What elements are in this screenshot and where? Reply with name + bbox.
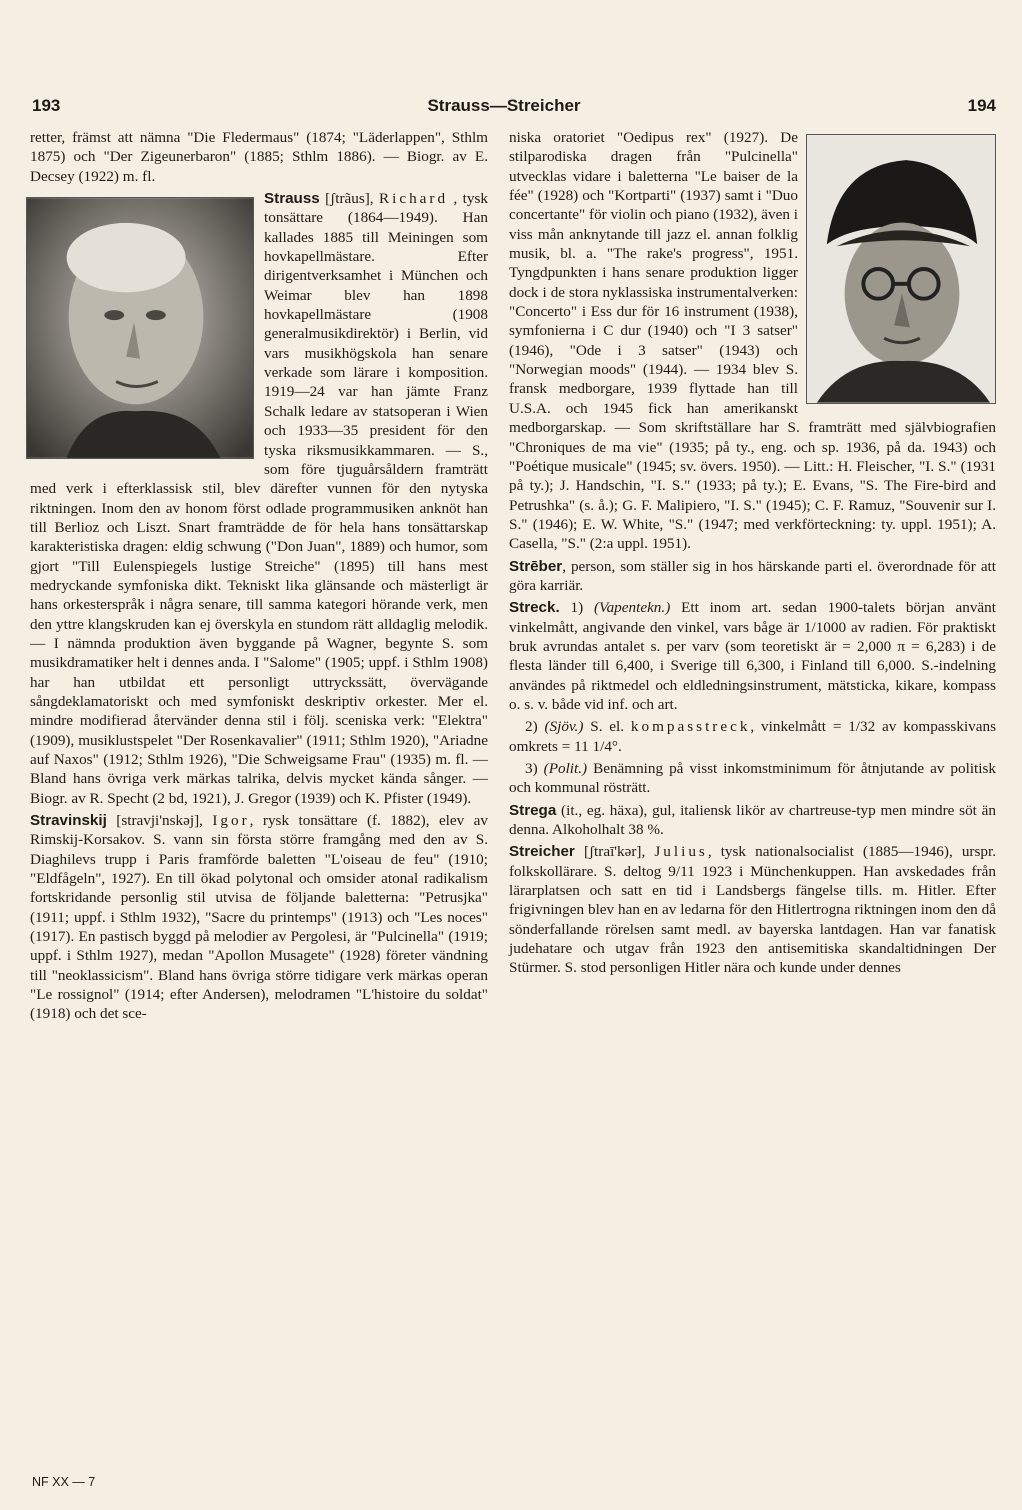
streck-sense-1-number: 1) — [559, 599, 594, 617]
entry-streck-sense-2 — [509, 717, 996, 756]
page-number-right: 194 — [967, 96, 996, 115]
entry-streck-sense-3 — [509, 759, 996, 798]
entry-stravinskij-continued — [509, 128, 996, 554]
portrait-photo-stravinskij-icon — [807, 135, 995, 403]
strega-body: (it., eg. häxa), gul, italiensk likör av chartreuse-typ men mindre söt än denna. Alkoholhalt 38 %. — [509, 801, 996, 839]
headword-streicher: Streicher — [509, 843, 575, 861]
streck-sense-1-body: Ett inom art. sedan 1900-talets början använt vinkelmått, angivande den vinkel, vars båge är 1/1000 av radien. För praktiskt bruk avrundas antalet s. per varv (som teoretiskt är = 2,000 π = 6,283) i de flesta länder till 6,400, i Sverige till 6,300, i Finland till 6,000. S.-indelning användes på riktmedel och eldledningsinstrument, mätsticka, kikare, kompass o. s. v. både vid inf. och art. — [509, 599, 996, 713]
streck-sense-2-label: (Sjöv.) — [544, 718, 584, 736]
entry-streck — [509, 598, 996, 714]
streck-sense-3-body: Benämning på visst inkomstminimum för åtnjutande av politisk och kommunal rösträtt. — [509, 760, 997, 797]
given-name-richard: Richard — [379, 190, 449, 208]
entry-stravinskij — [30, 811, 488, 1024]
streck-sense-2-body: , vinkelmått = 1/32 av kompasskivans omkrets = 11 1/4°. — [509, 718, 996, 755]
portrait-photo-stravinskij — [806, 134, 996, 404]
streck-sense-2-pre: S. el. — [583, 718, 631, 736]
portrait-photo-strauss — [26, 197, 254, 459]
stravinskij-body: , rysk tonsättare (f. 1882), elev av Rimskij-Korsakov. S. vann sin första större framgång med den av S. Diaghilevs trupp i Paris framförde baletten "L'oiseau de feu" (1910; "Eldfågeln", 1927). En till ökad polytonal och omsider atonal radikalism fortskridande personlig stil utvisa de följande baletterna: "Petrusjka" (1911; uppf. i Sthlm 1932), "Sacre du printemps" (1913) och "Les noces" (1917). En pastisch byggd på melodier av Pergolesi, är "Pulcinella" (1919; uppf. i Sthlm 1927), medan "Apollon Musagete" (1928) företer vändning till "neoklassicism". Bland hans övriga större tidigare verk märkas operan "Le rossignol" (1914; efter Andersen), melodramen "L'histoire du soldat" (1918) och det sce- — [30, 812, 488, 1023]
headword-strega: Strega — [509, 801, 557, 819]
left-column — [30, 128, 488, 1024]
headword-strauss: Strauss — [264, 190, 320, 208]
streicher-body: , tysk nationalsocialist (1885—1946), urspr. folkskollärare. S. deltog 9/11 1923 i Münchenkuppen. Han avskedades från lärarplatsen och satt en tid i Landsbergs fängelse tills. m. Hitler. Efter frigivningen blev han en av ledarna för den Hitlertrogna riktningen inom den då sönderfallande rörelsen samt medl. av bayerska lantdagen. Han var fanatisk judehatare och utgav från 1923 den antisemitiska skandaltidningen Der Stürmer. S. stod personligen Hitler nära och kunde under dennes — [509, 843, 996, 977]
page-header — [30, 96, 996, 122]
headword-streber: Strēber — [509, 557, 563, 575]
phonetic-strauss: [ʃtrãus], — [319, 190, 379, 208]
stravinskij-continued-body: niska oratoriet "Oedipus rex" (1927). De stilparodiska dragen från "Pulcinella" utvecklas vidare i baletterna "Le baiser de la fée" (1928) och "Kortparti" (1937) samt i "Duo concertante" för violin och piano (1932), även i viss mån anknytande till jazz el. annan folklig musik, bl. a. "The rake's progress", 1951. Tyngdpunkten i hans senare produktion ligger dock i de stora nyklassiska instrumentalverken: "Concerto" i Ess dur för 16 instrument (1938), symfonierna i C dur (1940) och "I 3 satser" (1946), "Ode i 3 satser" (1943) och "Norwegian moods" (1944). — 1934 blev S. fransk medborgare, 1939 flyttade han till U.S.A. och 1945 fick han amerikanskt medborgarskap. — Som skriftställare har S. framträtt med självbiografien "Chroniques de ma vie" (1935; på ty., eng. och sp. 1936, på da. 1943) och "Poétique musicale" (1945; sv. övers. 1950). — Litt.: H. Fleischer, "I. S." (1931 på ty.); J. Handschin, "I. S." (1933; på ty.); E. Evans, "S. The Fire-bird and Petrushka" (s. å.); G. F. Malipiero, "I. S." (1945); C. F. Ramuz, "Souvenir sur I. S." (1946); E. W. White, "S." (1947; med verkförteckning: ty. uppl. 1951); A. Casella, "S." (2:a uppl. 1951). — [509, 129, 996, 553]
streck-sense-3-label: (Polit.) — [543, 760, 588, 777]
paragraph-strauss-johann-end: retter, främst att nämna "Die Fledermaus" (1874; "Läderlappen", Sthlm 1875) och "Der Zigeunerbaron" (1885; Sthlm 1886). — Biogr. av E. Decsey (1922) m. fl. — [30, 129, 488, 185]
given-name-igor: Igor — [212, 812, 250, 830]
given-name-julius: Julius — [654, 843, 708, 861]
headword-streck: Streck. — [509, 599, 560, 617]
term-kompasstreck: kompasstreck — [630, 718, 751, 736]
streck-sense-1-label: (Vapentekn.) — [593, 599, 671, 617]
headword-stravinskij: Stravinskij — [30, 812, 107, 830]
portrait-photo-strauss-icon — [27, 198, 253, 458]
phonetic-streicher: [ʃtraī'kər], — [574, 843, 655, 861]
entry-strega — [509, 801, 996, 840]
phonetic-stravinskij: [stravji'nskəj], — [106, 812, 213, 830]
streber-body: , person, som ställer sig in hos härskande parti el. överordnade för att göra karriär. — [509, 557, 996, 594]
right-column — [509, 128, 996, 978]
streck-sense-2-number: 2) — [525, 718, 545, 736]
signature-mark: NF XX — 7 — [32, 1475, 96, 1489]
entry-strauss-richard — [30, 189, 488, 808]
page-number-left: 193 — [32, 96, 61, 115]
entry-streicher — [509, 842, 996, 977]
running-title: Strauss—Streicher — [427, 96, 581, 115]
streck-sense-3-number: 3) — [525, 760, 544, 777]
entry-streber — [509, 557, 996, 596]
strauss-body: , tysk tonsättare (1864—1949). Han kallades 1885 till Meiningen som hovkapellmästare. Efter dirigentverksamhet i München och Weimar blev han 1898 hovkapellmästare (1908 generalmusikdirektör) i Berlin, vid vars musikhögskola han senare verkade som lärare i komposition. 1919—24 var han jämte Franz Schalk ledare av statsoperan i Wien och 1933—35 president för den tyska riksmusikkammaren. — S., som före tjuguårsåldern framträtt med verk i efterklassisk stil, blev därefter vunnen för den nytyska riktningen. Inom den av honom först odlade programmusiken anknöt han till Berlioz och Liszt. Snart framträdde de för hela hans tonsättarskap karakteristiska dragen: eldig schwung ("Don Juan", 1889) och humor, som gjort "Till Eulenspiegels lustige Streiche" (1895) till hans mest medryckande symfoniska dikt. Tekniskt lika glänsande och mästerligt är hans orkesterspråk i några senare, till samma kategori hörande verk, men den yttre klangskruden kan ej överskyla en stundom rätt alldaglig melodik. — I nämnda produktion även byggande på Wagner, begynte S. som musikdramatiker helt i dennes anda. I "Salome" (1905; uppf. i Sthlm 1908) har han utbildat ett personligt uttryckssätt, övervägande sångdeklamatoriskt och med symfoniskt deskriptiv orkester. Mer el. mindre modifierad återvänder denna stil i följ. sceniska verk: "Elektra" (1909), musiklustspelet "Der Rosenkavalier" (1911; Sthlm 1920), "Ariadne auf Naxos" (1912; Sthlm 1926), "Die Schweigsame Frau" (1935) m. fl. — Bland hans övriga verk märkas talrika, delvis mycket kända sånger. — Biogr. av R. Specht (2 bd, 1921), J. Gregor (1939) och K. Pfister (1949). — [30, 190, 488, 807]
